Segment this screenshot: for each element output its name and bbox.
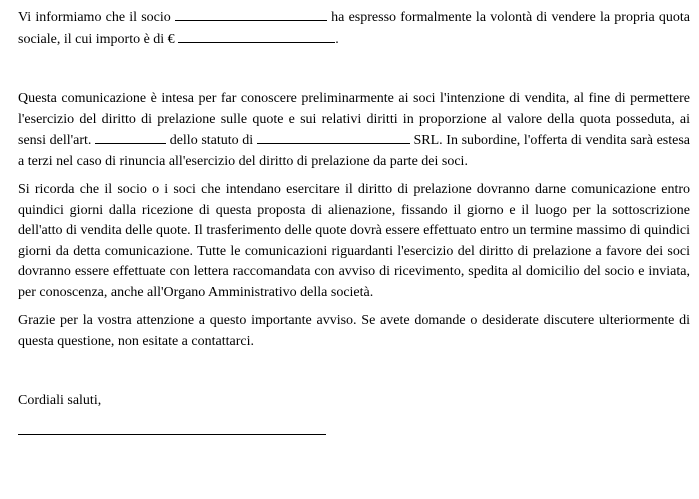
info-text-3: SRL. In subordine, l'offerta di vendita sarà estesa a terzi nel caso di rinuncia all'esercizio del diritto di prelazione da parte dei soci. <box>18 133 691 169</box>
intro-text-1: Vi informiamo che il socio <box>18 10 175 25</box>
intro-paragraph <box>18 7 690 50</box>
notice-paragraph: Si ricorda che il socio o i soci che intendano esercitare il diritto di prelazione dovranno darne comunicazione entro quindici giorni dalla ricezione di questa proposta di alienazione, fissando il giorno e il luogo per la sottoscrizione dell'atto di vendita delle quote. Il trasferimento delle quote dovrà essere effettuato entro un termine massimo di quindici giorni da detta comunicazione. Tutte le comunicazioni riguardanti l'esercizio del diritto di prelazione a favore dei soci dovranno essere effettuate con lettera raccomandata con avviso di ricevimento, spedita al domicilio del socio e inviata, per conoscenza, anche all'Organo Amministrativo della società. <box>18 182 690 300</box>
partner-name-blank <box>175 7 327 21</box>
info-text-2: dello statuto di <box>166 133 257 148</box>
article-number-blank <box>95 130 166 144</box>
thanks-paragraph: Grazie per la vostra attenzione a questo importante avviso. Se avete domande o desiderate discutere ulteriormente di questa questione, non esitate a contattarci. <box>18 313 690 349</box>
closing-salutation: Cordiali saluti, <box>18 393 102 408</box>
share-amount-blank <box>178 29 335 43</box>
company-name-blank <box>257 130 410 144</box>
signature-line <box>18 424 326 435</box>
intro-text-2: ha espresso formalmente la volontà di vendere la propria quota sociale, il cui importo è di € <box>18 10 690 47</box>
letter-document <box>18 7 690 435</box>
info-text-1: Questa comunicazione è intesa per far conoscere preliminarmente ai soci l'intenzione di vendita, al fine di permettere l'esercizio del diritto di prelazione sulle quote e sui relativi diritti in proporzione al valore della quota posseduta, ai sensi dell'art. <box>18 91 690 148</box>
info-paragraph <box>18 89 690 172</box>
intro-text-3: . <box>335 31 339 47</box>
